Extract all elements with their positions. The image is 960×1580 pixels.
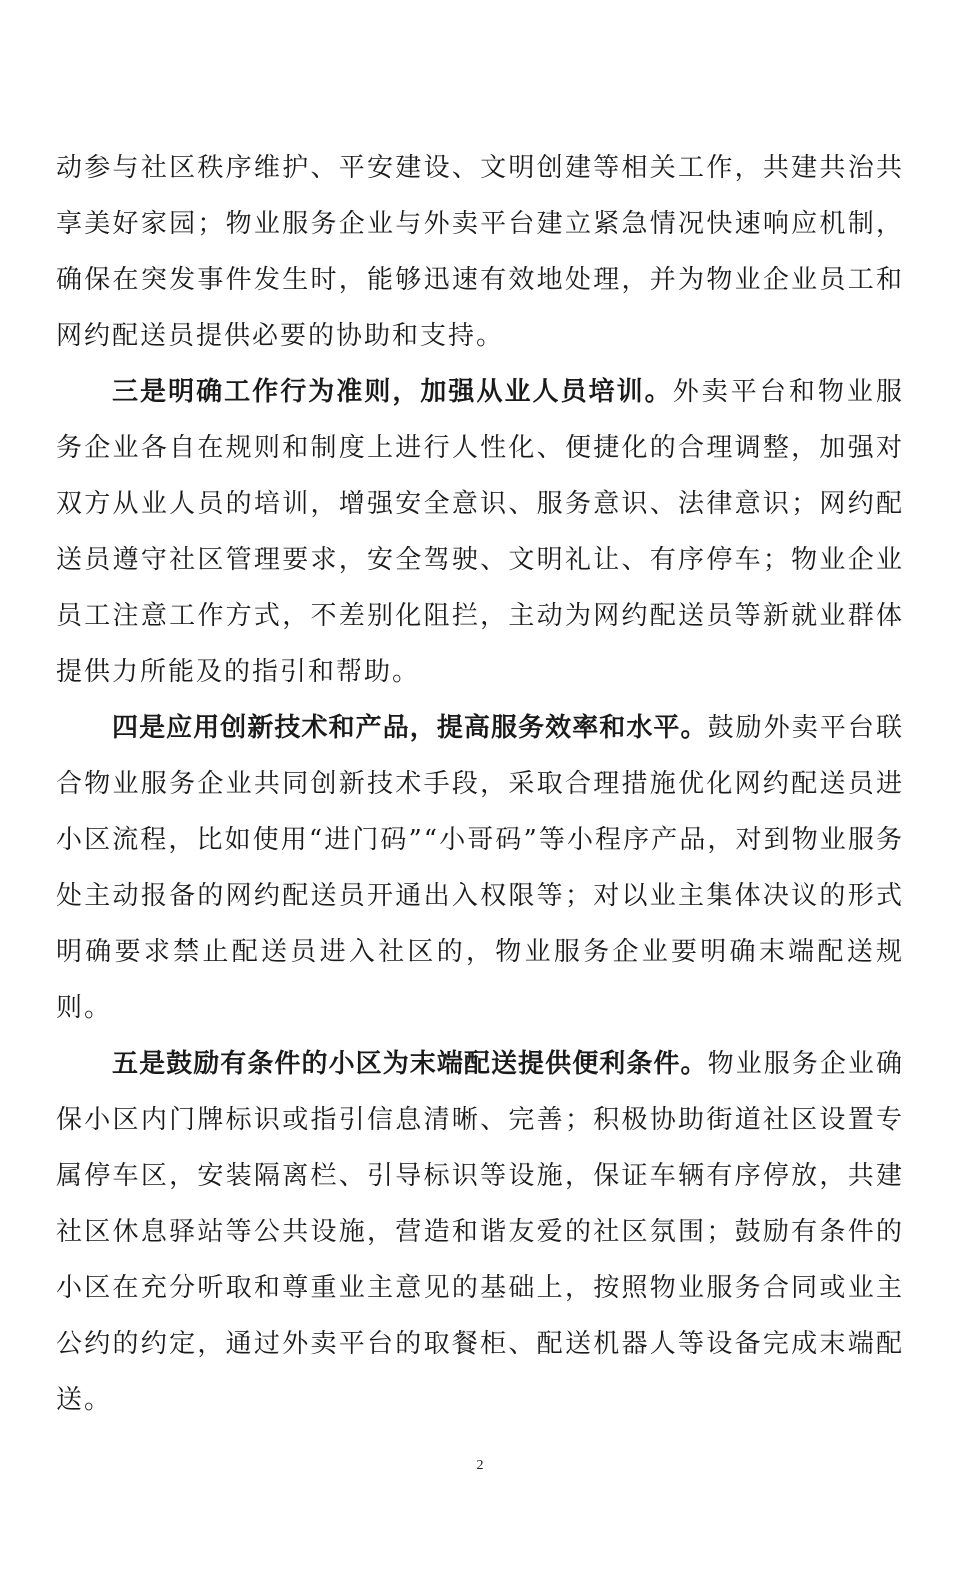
- paragraph-point-four: [56, 700, 904, 1036]
- paragraph-point-three: [56, 364, 904, 700]
- paragraph-continuation: [56, 140, 904, 364]
- page-number: 2: [476, 1458, 484, 1473]
- paragraph-text: 动参与社区秩序维护、平安建设、文明创建等相关工作，共建共治共享美好家园；物业服务企业与外卖平台建立紧急情况快速响应机制，确保在突发事件发生时，能够迅速有效地处理，并为物业企业员工和网约配送员提供必要的协助和支持。: [56, 153, 904, 351]
- paragraph-heading: 五是鼓励有条件的小区为末端配送提供便利条件。: [112, 1049, 708, 1079]
- paragraph-heading: 四是应用创新技术和产品，提高服务效率和水平。: [112, 713, 708, 743]
- paragraph-point-five: [56, 1036, 904, 1428]
- paragraph-text: 外卖平台和物业服务企业各自在规则和制度上进行人性化、便捷化的合理调整，加强对双方从业人员的培训，增强安全意识、服务意识、法律意识；网约配送员遵守社区管理要求，安全驾驶、文明礼让、有序停车；物业企业员工注意工作方式，不差别化阻拦，主动为网约配送员等新就业群体提供力所能及的指引和帮助。: [56, 377, 904, 687]
- paragraph-heading: 三是明确工作行为准则，加强从业人员培训。: [112, 377, 673, 407]
- document-body: [56, 140, 904, 1428]
- paragraph-text: 鼓励外卖平台联合物业服务企业共同创新技术手段，采取合理措施优化网约配送员进小区流程，比如使用“进门码”“小哥码”等小程序产品，对到物业服务处主动报备的网约配送员开通出入权限等；对以业主集体决议的形式明确要求禁止配送员进入社区的，物业服务企业要明确末端配送规则。: [56, 713, 904, 1023]
- paragraph-text: 物业服务企业确保小区内门牌标识或指引信息清晰、完善；积极协助街道社区设置专属停车区，安装隔离栏、引导标识等设施，保证车辆有序停放，共建社区休息驿站等公共设施，营造和谐友爱的社区氛围；鼓励有条件的小区在充分听取和尊重业主意见的基础上，按照物业服务合同或业主公约的约定，通过外卖平台的取餐柜、配送机器人等设备完成末端配送。: [56, 1049, 904, 1415]
